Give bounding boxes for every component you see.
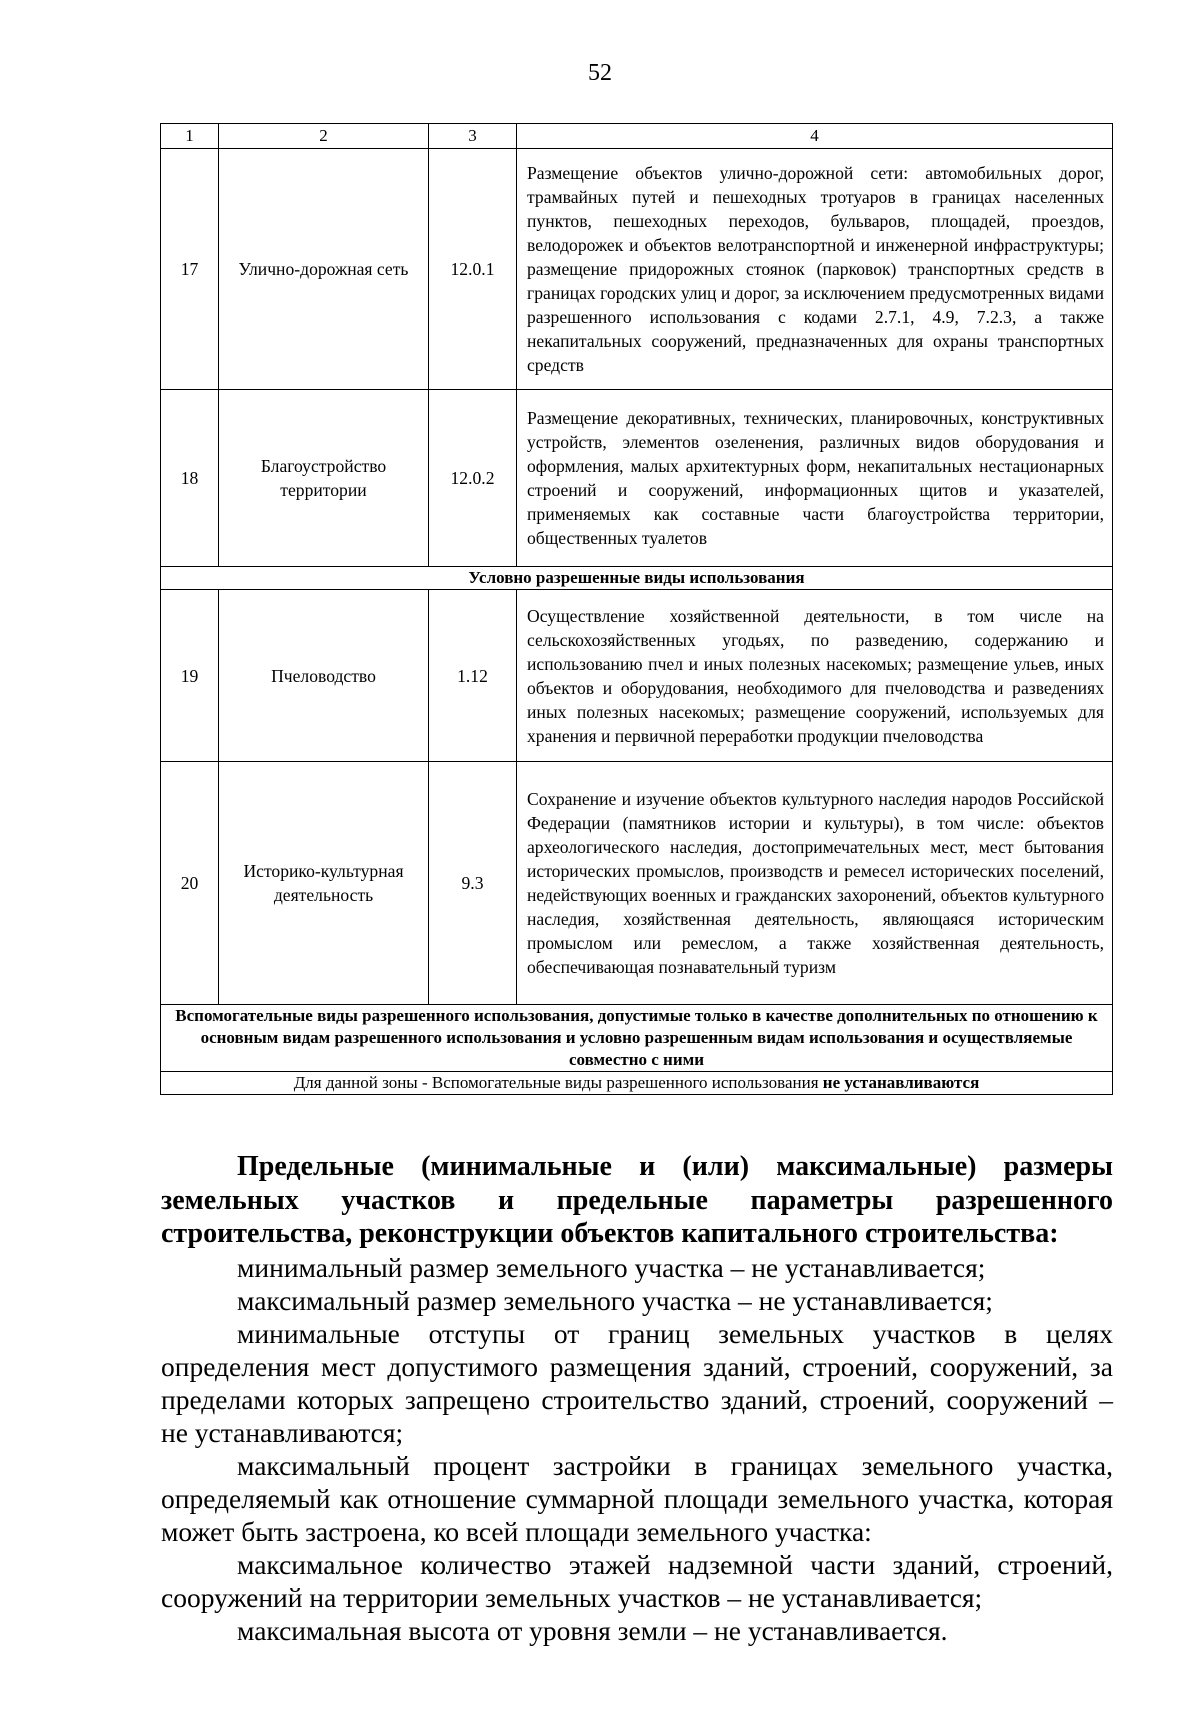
auxiliary-uses-note [161, 1072, 1113, 1095]
parameters-section [161, 1150, 1113, 1647]
section-row [161, 1005, 1113, 1072]
paragraph: максимальное количество этажей надземной части зданий, строений, сооружений на территории земельных участков – не устанавливается; [161, 1548, 1113, 1613]
table-row [161, 390, 1113, 567]
use-type-code: 12.0.2 [429, 390, 517, 567]
land-use-table [160, 123, 1113, 1095]
use-type-description: Размещение декоративных, технических, планировочных, конструктивных устройств, элементов озеленения, различных видов оборудования и оформления, малых архитектурных форм, некапитальных нестационарных строений и сооружений, информационных щитов и указателей, применяемых как составные части благоустройства территории, общественных туалетов [517, 390, 1113, 567]
row-number: 19 [161, 590, 219, 762]
use-type-name: Благоустройство территории [219, 390, 429, 567]
use-type-description: Сохранение и изучение объектов культурного наследия народов Российской Федерации (памятников истории и культуры), в том числе: объектов археологического наследия, достопримечательных мест, мест бытования исторических промыслов, производств и ремесел исторических поселений, недействующих военных и гражданских захоронений, объектов культурного наследия, хозяйственная деятельность, являющаяся историческим промыслом или ремеслом, а также хозяйственная деятельность, обеспечивающая познавательный туризм [517, 762, 1113, 1005]
use-type-name: Пчеловодство [219, 590, 429, 762]
use-type-name: Улично-дорожная сеть [219, 149, 429, 390]
paragraph: минимальный размер земельного участка – не устанавливается; [237, 1251, 986, 1283]
use-type-name: Историко-культурная деятельность [219, 762, 429, 1005]
paragraph: минимальные отступы от границ земельных участков в целях определения мест допустимого размещения зданий, строений, сооружений, за пределами которых запрещено строительство зданий, строений, сооружений – не устанавливаются; [161, 1317, 1113, 1448]
conditional-uses-header: Условно разрешенные виды использования [161, 567, 1113, 590]
auxiliary-uses-header: Вспомогательные виды разрешенного использования, допустимые только в качестве дополнительных по отношению к основным видам разрешенного использования и условно разрешенным видам использования и осуществляемые совместно с ними [161, 1005, 1113, 1072]
note-prefix: Для данной зоны - Вспомогательные виды разрешенного использования [293, 1073, 823, 1092]
row-number: 18 [161, 390, 219, 567]
table-row [161, 590, 1113, 762]
column-header: 2 [219, 124, 429, 149]
column-header: 4 [517, 124, 1113, 149]
note-bold: не устанавливаются [822, 1073, 980, 1092]
row-number: 17 [161, 149, 219, 390]
use-type-code: 1.12 [429, 590, 517, 762]
column-header: 1 [161, 124, 219, 149]
use-type-code: 12.0.1 [429, 149, 517, 390]
column-header: 3 [429, 124, 517, 149]
paragraph: максимальная высота от уровня земли – не устанавливается. [237, 1614, 948, 1646]
table-row [161, 149, 1113, 390]
paragraph: максимальный размер земельного участка – не устанавливается; [237, 1284, 993, 1316]
table-row [161, 762, 1113, 1005]
row-number: 20 [161, 762, 219, 1005]
section-row [161, 567, 1113, 590]
table-header-row [161, 124, 1113, 149]
paragraph: максимальный процент застройки в границах земельного участка, определяемый как отношение суммарной площади земельного участка, которая может быть застроена, ко всей площади земельного участка: [161, 1449, 1113, 1547]
note-row [161, 1072, 1113, 1095]
use-type-code: 9.3 [429, 762, 517, 1005]
section-heading: Предельные (минимальные и (или) максимальные) размеры земельных участков и предельные параметры разрешенного строительства, реконструкции объектов капитального строительства: [161, 1151, 1113, 1249]
use-type-description: Осуществление хозяйственной деятельности, в том числе на сельскохозяйственных угодьях, по разведению, содержанию и использованию пчел и иных полезных насекомых; размещение ульев, иных объектов и оборудования, необходимого для пчеловодства и разведениях иных полезных насекомых; размещение сооружений, используемых для хранения и первичной переработки продукции пчеловодства [517, 590, 1113, 762]
use-type-description: Размещение объектов улично-дорожной сети: автомобильных дорог, трамвайных путей и пешеходных тротуаров в границах населенных пунктов, пешеходных переходов, бульваров, площадей, проездов, велодорожек и объектов велотранспортной и инженерной инфраструктуры; размещение придорожных стоянок (парковок) транспортных средств в границах городских улиц и дорог, за исключением предусмотренных видами разрешенного использования с кодами 2.7.1, 4.9, 7.2.3, а также некапитальных сооружений, предназначенных для охраны транспортных средств [517, 149, 1113, 390]
page-number: 52 [588, 60, 612, 86]
